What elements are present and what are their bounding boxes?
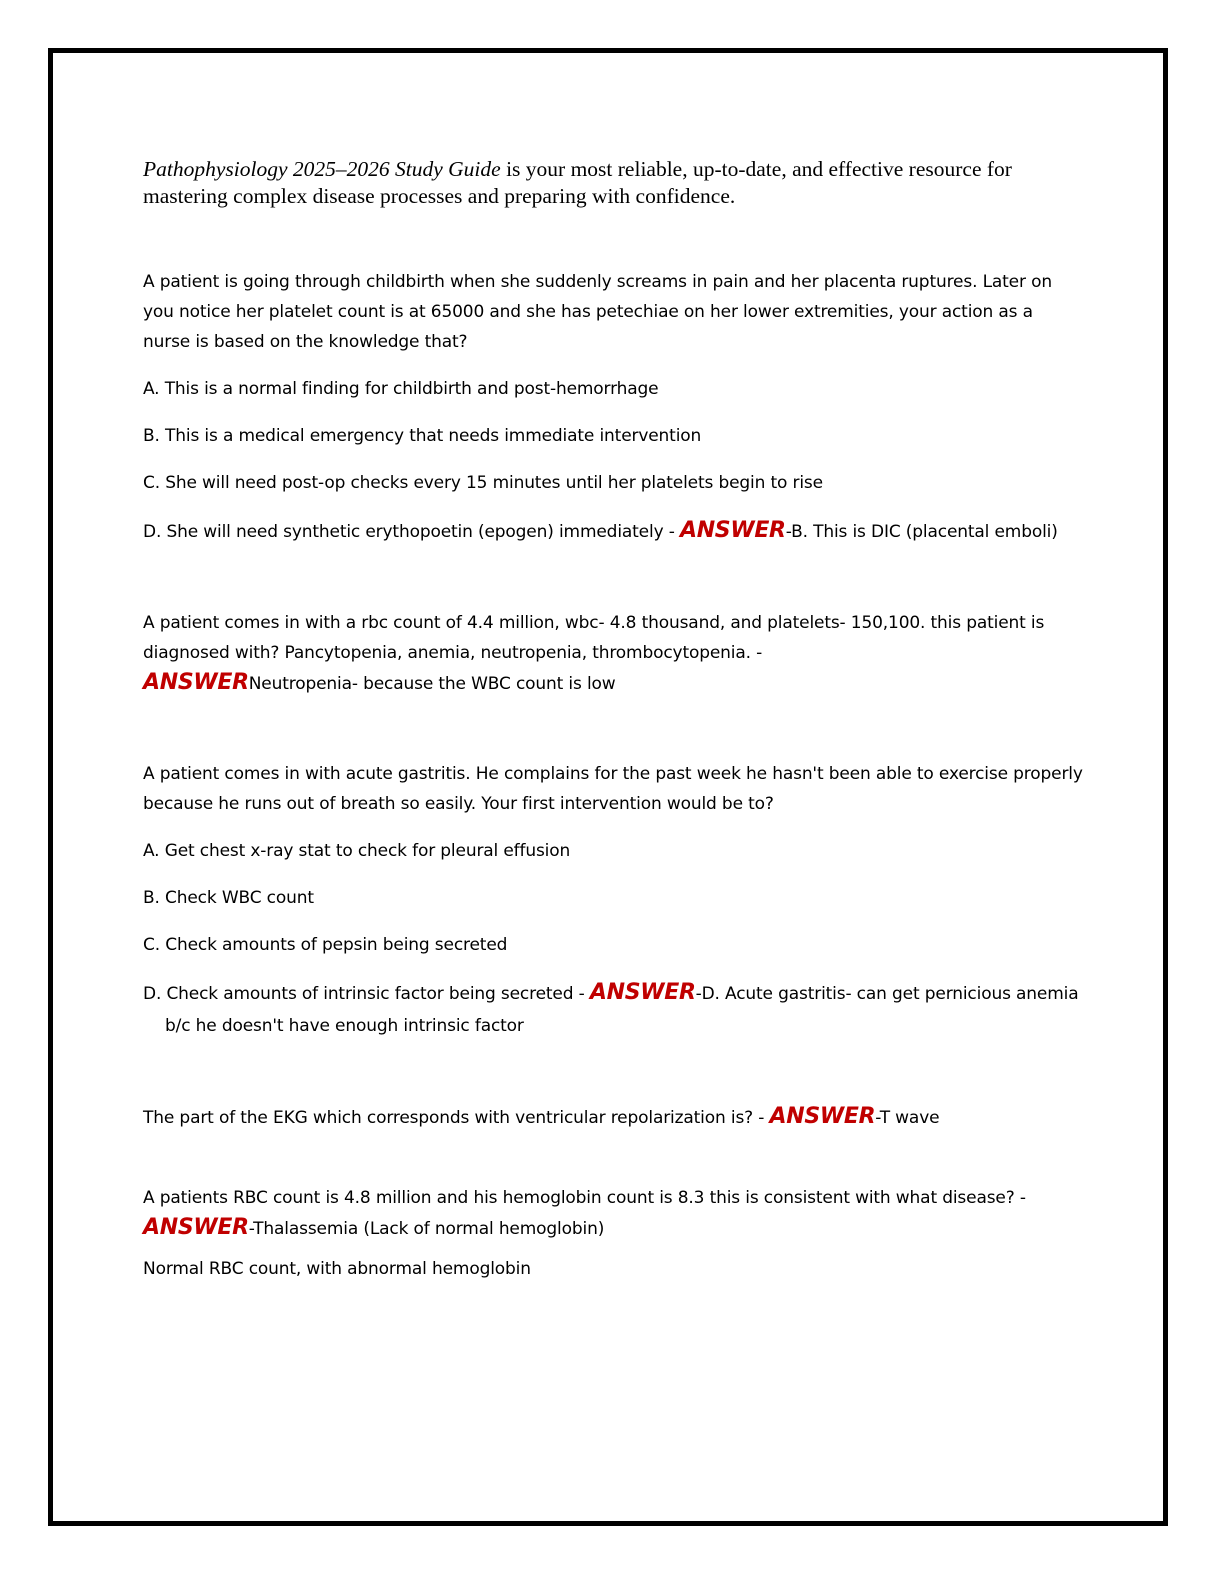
question-4-stem [143, 1102, 1083, 1133]
question-1-option-b: B. This is a medical emergency that needs immediate intervention [143, 426, 702, 446]
question-1-option-a: A. This is a normal finding for childbirth and post-hemorrhage [143, 379, 659, 399]
question-3 [143, 759, 1083, 1042]
question-4-stem-text: The part of the EKG which corresponds with ventricular repolarization is? - [143, 1108, 770, 1128]
question-2-stem [143, 608, 1083, 699]
answer-label: ANSWER [589, 980, 696, 1005]
question-3-answer: -D. Acute gastritis- can get pernicious anemia b/c he doesn't have enough intrinsic factor [165, 984, 1079, 1036]
question-5 [143, 1183, 1083, 1284]
question-3-option-b: B. Check WBC count [143, 888, 314, 908]
question-3-option-c: C. Check amounts of pepsin being secreted [143, 935, 508, 955]
question-1-answer: -B. This is DIC (placental emboli) [785, 522, 1058, 542]
question-4 [143, 1102, 1083, 1133]
question-5-note: Normal RBC count, with abnormal hemoglobin [143, 1259, 531, 1279]
question-5-stem-text: A patients RBC count is 4.8 million and his hemoglobin count is 8.3 this is consistent with what disease? - [143, 1188, 1026, 1208]
answer-label: ANSWER [679, 518, 786, 543]
question-3-option-d [143, 977, 1083, 1042]
question-3-stem: A patient comes in with acute gastritis. He complains for the past week he hasn't been able to exercise properly because he runs out of breath so easily. Your first intervention would be to? [143, 764, 1083, 814]
question-5-answer: -Thalassemia (Lack of normal hemoglobin) [248, 1219, 605, 1239]
question-2-stem-text: A patient comes in with a rbc count of 4.4 million, wbc- 4.8 thousand, and platelets- 150,100. this patient is diagnosed with? Pancytopenia, anemia, neutropenia, thrombocytopenia. - [143, 613, 1045, 663]
question-3-option-a: A. Get chest x-ray stat to check for pleural effusion [143, 841, 571, 861]
document-content [143, 156, 1083, 1284]
intro-title: Pathophysiology 2025–2026 Study Guide [143, 157, 501, 181]
answer-label: ANSWER [143, 670, 249, 695]
intro-text: is your most reliable, up-to-date, and effective resource for mastering complex disease processes and preparing with confidence. [143, 157, 1012, 208]
question-2 [143, 608, 1083, 699]
question-1-option-d-text: D. She will need synthetic erythopoetin (epogen) immediately - [143, 522, 680, 542]
answer-label: ANSWER [769, 1104, 876, 1129]
question-1 [143, 267, 1083, 548]
question-1-option-c: C. She will need post-op checks every 15 minutes until her platelets begin to rise [143, 473, 823, 493]
answer-label: ANSWER [143, 1215, 249, 1240]
intro-paragraph [143, 156, 1083, 210]
question-2-answer: Neutropenia- because the WBC count is low [248, 674, 616, 694]
question-1-stem: A patient is going through childbirth when she suddenly screams in pain and her placenta ruptures. Later on you notice her platelet count is at 65000 and she has petechiae on her lower extremities, your action as a nurse is based on the knowledge that? [143, 272, 1052, 352]
question-4-answer: -T wave [875, 1108, 940, 1128]
question-3-option-d-text: D. Check amounts of intrinsic factor being secreted - [143, 984, 590, 1004]
question-1-option-d [143, 515, 1083, 548]
question-5-stem [143, 1183, 1083, 1244]
